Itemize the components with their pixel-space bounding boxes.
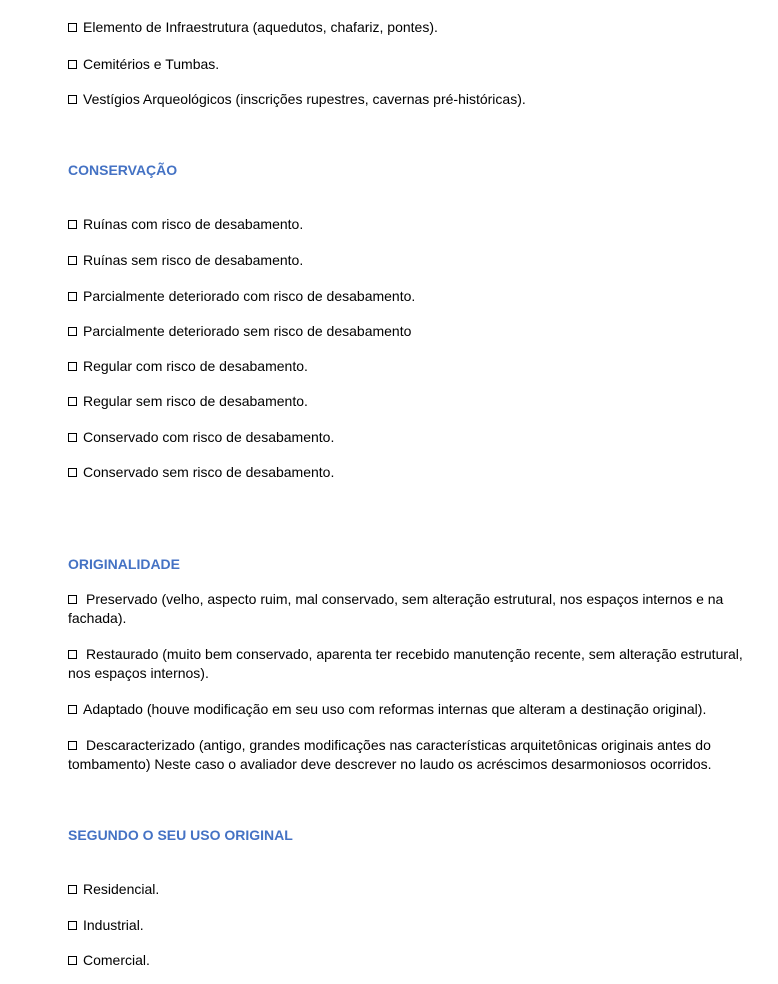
checkbox-item-cemiterios[interactable] bbox=[68, 55, 219, 73]
checkbox-label: Ruínas sem risco de desabamento. bbox=[83, 252, 304, 268]
checkbox-icon[interactable] bbox=[68, 921, 77, 930]
checkbox-label: Restaurado (muito bem conservado, aparenta ter recebido manutenção recente, sem alteração estrutural, nos espaços internos). bbox=[68, 646, 743, 681]
checkbox-icon[interactable] bbox=[68, 650, 77, 659]
checkbox-icon[interactable] bbox=[68, 705, 77, 714]
section-heading-originalidade: ORIGINALIDADE bbox=[68, 556, 180, 572]
checkbox-icon[interactable] bbox=[68, 956, 77, 965]
checkbox-icon[interactable] bbox=[68, 741, 77, 750]
checkbox-icon[interactable] bbox=[68, 292, 77, 301]
checkbox-icon[interactable] bbox=[68, 362, 77, 371]
checkbox-icon[interactable] bbox=[68, 885, 77, 894]
checkbox-label: Preservado (velho, aspecto ruim, mal conservado, sem alteração estrutural, nos espaços internos e na fachada). bbox=[68, 591, 724, 626]
checkbox-item-conservacao[interactable] bbox=[68, 215, 303, 233]
checkbox-label: Parcialmente deteriorado sem risco de desabamento bbox=[83, 323, 412, 339]
section-heading-conservacao: CONSERVAÇÃO bbox=[68, 162, 178, 178]
checkbox-icon[interactable] bbox=[68, 433, 77, 442]
checkbox-item-conservacao[interactable] bbox=[68, 251, 303, 269]
checkbox-item-originalidade[interactable] bbox=[68, 590, 758, 628]
checkbox-icon[interactable] bbox=[68, 468, 77, 477]
checkbox-label: Ruínas com risco de desabamento. bbox=[83, 216, 304, 232]
checkbox-item-uso[interactable] bbox=[68, 916, 144, 934]
checkbox-label: Residencial. bbox=[83, 881, 160, 897]
checkbox-label: Conservado sem risco de desabamento. bbox=[83, 464, 335, 480]
checkbox-item-infraestrutura[interactable] bbox=[68, 18, 438, 36]
checkbox-label: Elemento de Infraestrutura (aquedutos, chafariz, pontes). bbox=[83, 19, 438, 35]
checkbox-label: Descaracterizado (antigo, grandes modificações nas características arquitetônicas originais antes do tombamento) Neste caso o avaliador deve descrever no laudo os acréscimos desarmoniosos ocorridos. bbox=[68, 737, 712, 772]
section-heading-uso-original: SEGUNDO O SEU USO ORIGINAL bbox=[68, 827, 293, 843]
checkbox-item-conservacao[interactable] bbox=[68, 463, 334, 481]
checkbox-label: Regular sem risco de desabamento. bbox=[83, 393, 308, 409]
checkbox-icon[interactable] bbox=[68, 23, 77, 32]
checkbox-item-uso[interactable] bbox=[68, 951, 150, 969]
checkbox-icon[interactable] bbox=[68, 256, 77, 265]
checkbox-label: Conservado com risco de desabamento. bbox=[83, 429, 335, 445]
checkbox-label: Comercial. bbox=[83, 952, 150, 968]
checkbox-icon[interactable] bbox=[68, 95, 77, 104]
checkbox-item-conservacao[interactable] bbox=[68, 392, 308, 410]
checkbox-label: Industrial. bbox=[83, 917, 144, 933]
checkbox-icon[interactable] bbox=[68, 595, 77, 604]
checkbox-label: Cemitérios e Tumbas. bbox=[83, 56, 220, 72]
checkbox-item-originalidade[interactable] bbox=[68, 700, 706, 718]
checkbox-label: Parcialmente deteriorado com risco de desabamento. bbox=[83, 288, 416, 304]
checkbox-icon[interactable] bbox=[68, 60, 77, 69]
checkbox-label: Regular com risco de desabamento. bbox=[83, 358, 308, 374]
checkbox-icon[interactable] bbox=[68, 327, 77, 336]
checkbox-item-originalidade[interactable] bbox=[68, 736, 758, 774]
checkbox-item-vestigios[interactable] bbox=[68, 90, 526, 108]
checkbox-icon[interactable] bbox=[68, 397, 77, 406]
checkbox-item-conservacao[interactable] bbox=[68, 287, 415, 305]
checkbox-item-conservacao[interactable] bbox=[68, 428, 334, 446]
checkbox-label: Adaptado (houve modificação em seu uso com reformas internas que alteram a destinação original). bbox=[83, 701, 707, 717]
checkbox-item-originalidade[interactable] bbox=[68, 645, 758, 683]
checkbox-icon[interactable] bbox=[68, 220, 77, 229]
checkbox-item-uso[interactable] bbox=[68, 880, 159, 898]
checkbox-item-conservacao[interactable] bbox=[68, 322, 411, 340]
checkbox-label: Vestígios Arqueológicos (inscrições rupestres, cavernas pré-históricas). bbox=[83, 91, 526, 107]
checkbox-item-conservacao[interactable] bbox=[68, 357, 308, 375]
